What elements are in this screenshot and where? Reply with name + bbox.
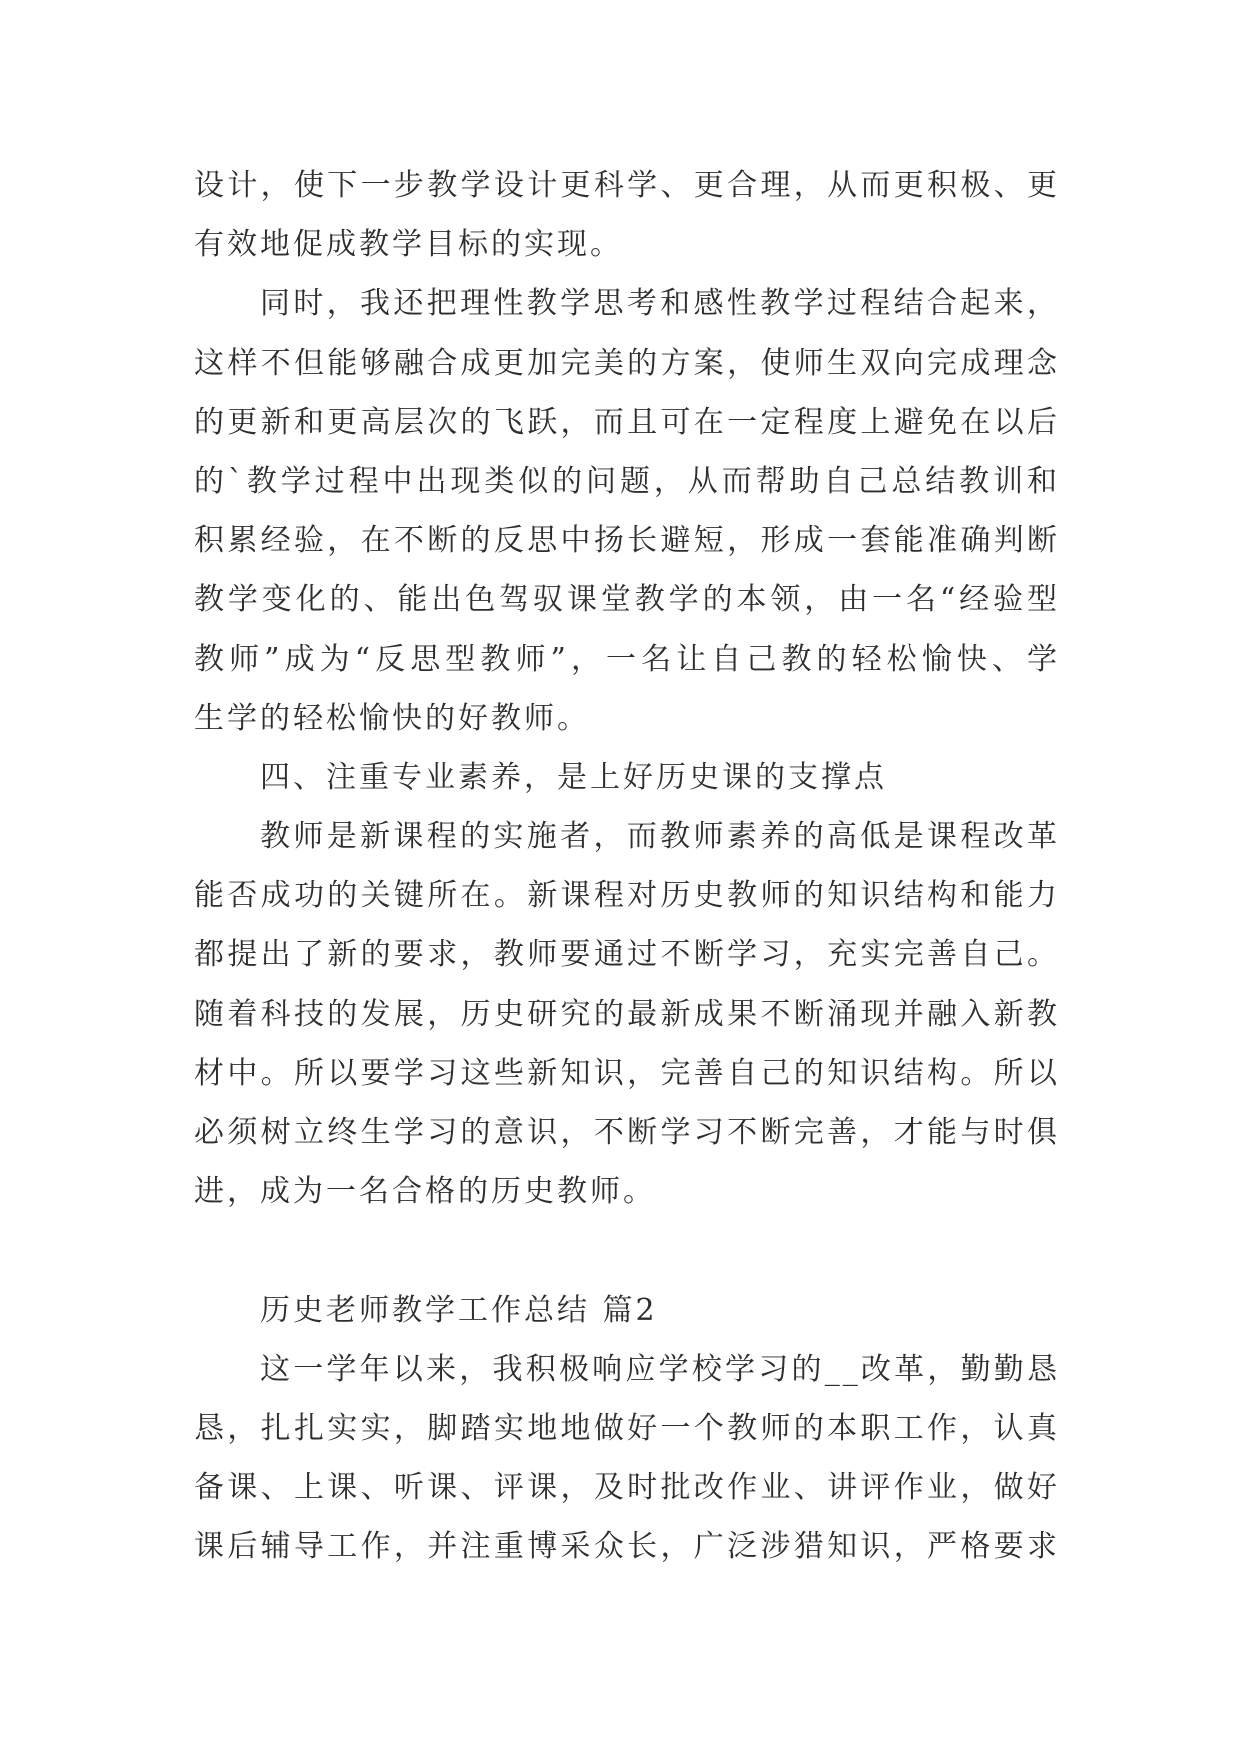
paragraph bbox=[194, 807, 1060, 1221]
text-line: 生学的轻松愉快的好教师。 bbox=[194, 700, 590, 736]
text-line: 材中。所以要学习这些新知识，完善自己的知识结构。所以 bbox=[194, 1055, 1060, 1091]
text-line: 随着科技的发展，历史研究的最新成果不断涌现并融入新教 bbox=[194, 996, 1060, 1032]
blank-line bbox=[194, 1221, 1060, 1280]
text-line: 进，成为一名合格的历史教师。 bbox=[194, 1174, 656, 1210]
paragraph bbox=[194, 156, 1060, 274]
section-heading bbox=[194, 748, 1060, 807]
text-line: 备课、上课、听课、评课，及时批改作业、讲评作业，做好 bbox=[194, 1470, 1060, 1506]
text-line: 课后辅导工作，并注重博采众长，广泛涉猎知识，严格要求 bbox=[194, 1529, 1060, 1565]
text-line: 教师”成为“反思型教师”，一名让自己教的轻松愉快、学 bbox=[194, 641, 1060, 677]
text-line: 积累经验，在不断的反思中扬长避短，形成一套能准确判断 bbox=[194, 523, 1060, 559]
text-line: 这一学年以来，我积极响应学校学习的__改革，勤勤恳 bbox=[260, 1351, 1060, 1387]
text-line: 都提出了新的要求，教师要通过不断学习，充实完善自己。 bbox=[194, 937, 1060, 973]
section-heading-text: 四、注重专业素养，是上好历史课的支撑点 bbox=[260, 759, 887, 795]
paragraph bbox=[194, 1340, 1060, 1577]
text-line: 的更新和更高层次的飞跃，而且可在一定程度上避免在以后 bbox=[194, 404, 1060, 440]
document-body bbox=[194, 156, 1060, 1577]
text-line: 必须树立终生学习的意识，不断学习不断完善，才能与时俱 bbox=[194, 1115, 1060, 1150]
text-line: 同时，我还把理性教学思考和感性教学过程结合起来， bbox=[260, 286, 1060, 322]
article-title: 历史老师教学工作总结 篇2 bbox=[260, 1292, 658, 1328]
text-line: 教师是新课程的实施者，而教师素养的高低是课程改革 bbox=[260, 819, 1060, 855]
text-line: 这样不但能够融合成更加完美的方案，使师生双向完成理念 bbox=[194, 345, 1060, 381]
text-line: 的`教学过程中出现类似的问题，从而帮助自己总结教训和 bbox=[194, 463, 1060, 499]
text-line: 教学变化的、能出色驾驭课堂教学的本领，由一名“经验型 bbox=[194, 582, 1060, 618]
text-line: 能否成功的关键所在。新课程对历史教师的知识结构和能力 bbox=[194, 878, 1060, 914]
text-line: 设计，使下一步教学设计更科学、更合理，从而更积极、更 bbox=[194, 168, 1060, 203]
text-line: 恳，扎扎实实，脚踏实地地做好一个教师的本职工作，认真 bbox=[194, 1410, 1060, 1446]
paragraph bbox=[194, 274, 1060, 748]
text-line: 有效地促成教学目标的实现。 bbox=[194, 227, 623, 263]
